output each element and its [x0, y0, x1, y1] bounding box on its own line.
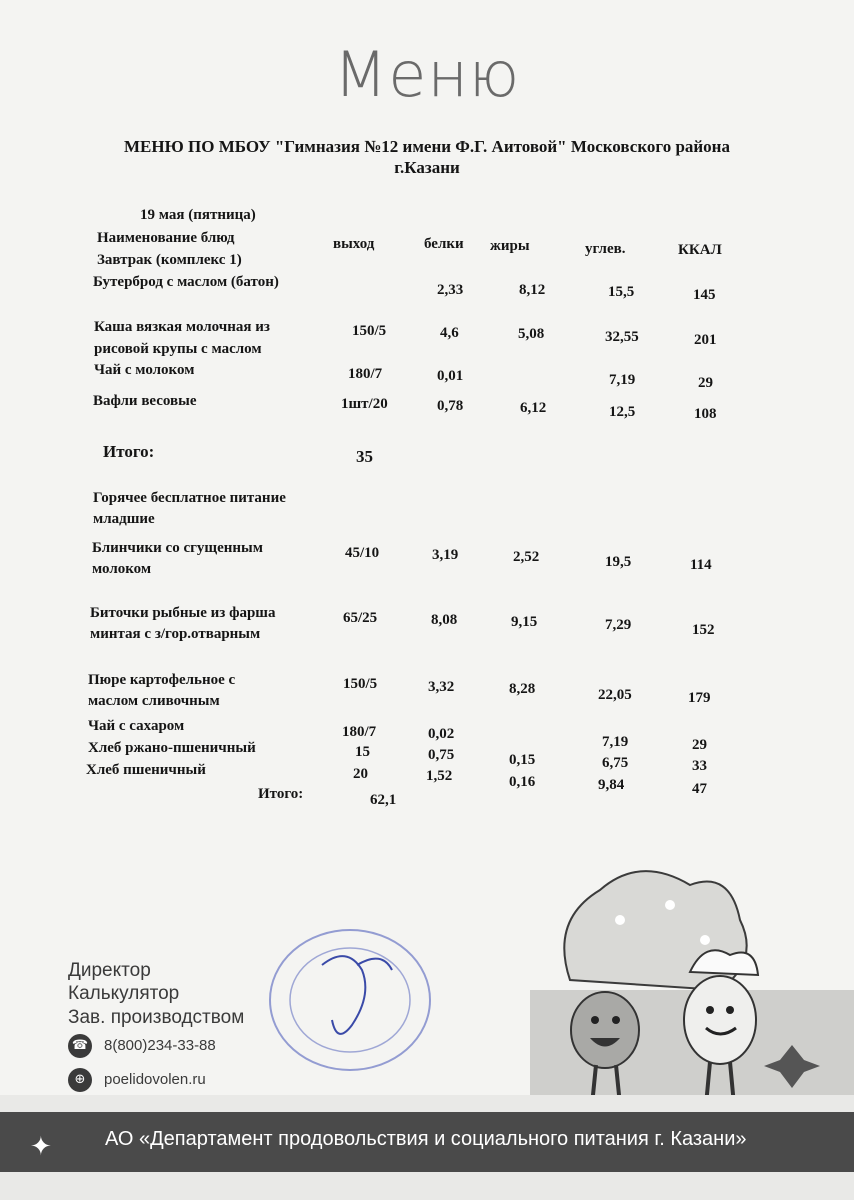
- dish-carbs: 15,5: [608, 284, 635, 300]
- hot-total-label: Итого:: [258, 786, 304, 802]
- dish-fat: 6,12: [520, 400, 547, 416]
- dish-name: Блинчики со сгущенным: [92, 540, 263, 556]
- dish-kcal: 33: [692, 758, 707, 774]
- hot-meal-label: Горячее бесплатное питание: [93, 490, 286, 506]
- footer-site: poelidovolen.ru: [104, 1071, 206, 1088]
- dish-protein: 0,01: [437, 368, 464, 384]
- dish-name-cont: минтая с з/гор.отварным: [90, 626, 261, 642]
- dish-protein: 4,6: [440, 325, 459, 341]
- dish-output: 65/25: [343, 610, 378, 626]
- dish-protein: 8,08: [431, 612, 458, 628]
- sparkle-icon: ✦: [30, 1132, 52, 1162]
- dish-name: Хлеб пшеничный: [86, 762, 206, 778]
- dish-carbs: 32,55: [605, 329, 639, 345]
- footer-department: АО «Департамент продовольствия и социального питания г. Казани»: [105, 1128, 747, 1150]
- dish-output: 15: [355, 744, 370, 760]
- breakfast-label: Завтрак (комплекс 1): [97, 252, 242, 268]
- dish-output: 1шт/20: [341, 396, 388, 412]
- dish-kcal: 47: [692, 781, 707, 797]
- dish-name: Биточки рыбные из фарша: [90, 605, 276, 621]
- dish-kcal: 114: [690, 557, 712, 573]
- dish-carbs: 9,84: [598, 777, 625, 793]
- dish-kcal: 29: [698, 375, 713, 391]
- dish-carbs: 12,5: [609, 404, 636, 420]
- dish-protein: 2,33: [437, 282, 464, 298]
- dish-kcal: 108: [694, 406, 717, 422]
- menu-date: 19 мая (пятница): [140, 207, 256, 223]
- dish-kcal: 152: [692, 622, 715, 638]
- dish-protein: 3,19: [432, 547, 459, 563]
- dish-fat: 8,12: [519, 282, 546, 298]
- dish-kcal: 29: [692, 737, 707, 753]
- menu-logo-title: Меню: [333, 38, 521, 111]
- footer-role-production: Зав. производством: [68, 1007, 245, 1028]
- dish-fat: 2,52: [513, 549, 540, 565]
- breakfast-total-value: 35: [356, 447, 373, 466]
- dish-name: Хлеб ржано-пшеничный: [88, 740, 256, 756]
- dish-carbs: 7,19: [602, 734, 629, 750]
- dish-output: 150/5: [343, 676, 378, 692]
- dish-output: 150/5: [352, 323, 387, 339]
- hot-meal-sublabel: младшие: [93, 511, 155, 527]
- dish-protein: 0,78: [437, 398, 464, 414]
- header-carbs: углев.: [585, 241, 626, 257]
- header-fat: жиры: [490, 238, 530, 254]
- dish-kcal: 201: [694, 332, 717, 348]
- dish-carbs: 19,5: [605, 554, 632, 570]
- header-output: выход: [333, 236, 375, 252]
- footer-role-director: Директор: [68, 960, 151, 981]
- dish-carbs: 6,75: [602, 755, 629, 771]
- dish-fat: 0,15: [509, 752, 536, 768]
- footer-phone: 8(800)234-33-88: [104, 1037, 216, 1054]
- page-title: МЕНЮ ПО МБОУ "Гимназия №12 имени Ф.Г. Аитовой" Московского района: [124, 137, 730, 156]
- dish-fat: 9,15: [511, 614, 538, 630]
- dish-output: 20: [353, 766, 368, 782]
- dish-protein: 3,32: [428, 679, 455, 695]
- dish-name: Вафли весовые: [93, 393, 197, 409]
- dish-carbs: 7,29: [605, 617, 632, 633]
- phone-icon: ☎: [68, 1034, 92, 1058]
- dish-name-cont: рисовой крупы с маслом: [94, 341, 262, 357]
- footer-role-calculator: Калькулятор: [68, 983, 180, 1004]
- dish-name-cont: молоком: [92, 561, 152, 577]
- dish-protein: 0,02: [428, 726, 455, 742]
- hot-total-value: 62,1: [370, 792, 397, 808]
- dish-carbs: 7,19: [609, 372, 636, 388]
- dish-fat: 0,16: [509, 774, 536, 790]
- dish-name: Пюре картофельное с: [88, 672, 236, 688]
- dish-name-cont: маслом сливочным: [88, 693, 220, 709]
- dish-fat: 8,28: [509, 681, 536, 697]
- dish-output: 45/10: [345, 545, 380, 561]
- dish-name: Чай с молоком: [94, 362, 195, 378]
- dish-name: Чай с сахаром: [88, 718, 185, 734]
- breakfast-total-label: Итого:: [103, 442, 155, 461]
- dish-protein: 1,52: [426, 768, 453, 784]
- dish-name: Бутерброд с маслом (батон): [93, 274, 279, 290]
- dish-output: 180/7: [342, 724, 377, 740]
- official-stamp: [262, 925, 442, 1075]
- dish-output: 180/7: [348, 366, 383, 382]
- dish-protein: 0,75: [428, 747, 455, 763]
- header-kcal: ККАЛ: [678, 242, 722, 258]
- dish-carbs: 22,05: [598, 687, 632, 703]
- header-name: Наименование блюд: [97, 230, 235, 246]
- globe-icon: ⊕: [68, 1068, 92, 1092]
- mascot-illustration: [530, 860, 854, 1120]
- dish-kcal: 179: [688, 690, 711, 706]
- dish-fat: 5,08: [518, 326, 545, 342]
- page-title-city: г.Казани: [394, 158, 460, 177]
- header-protein: белки: [424, 236, 464, 252]
- dish-name: Каша вязкая молочная из: [94, 319, 270, 335]
- dish-kcal: 145: [693, 287, 716, 303]
